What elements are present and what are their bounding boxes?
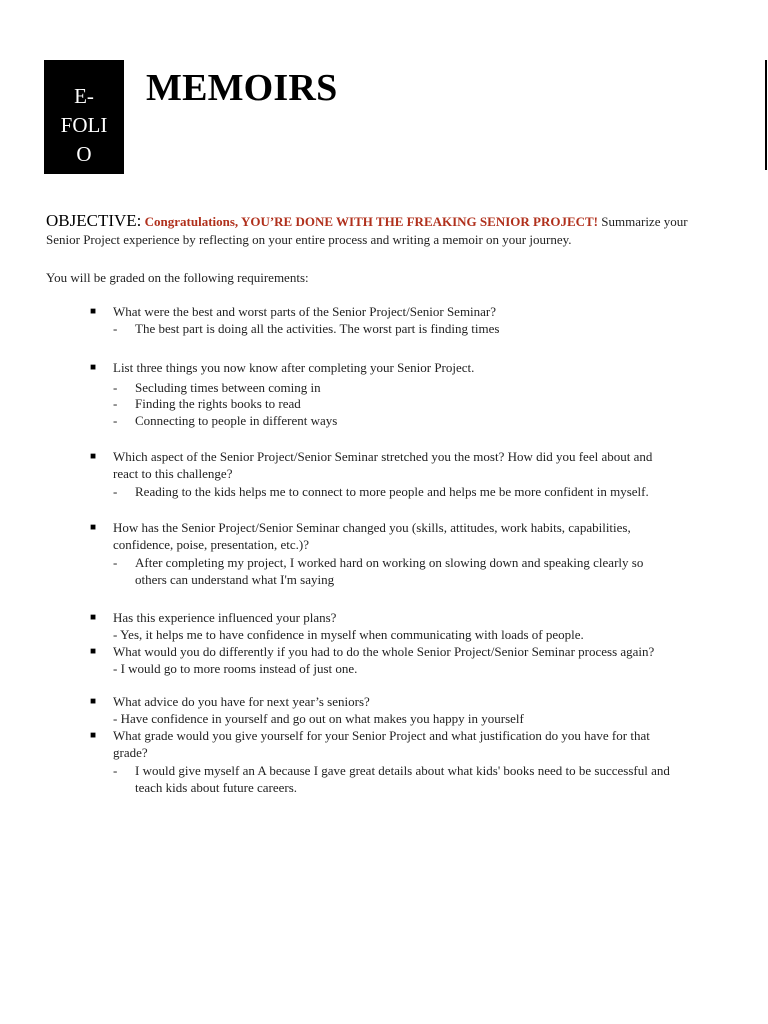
answer-item [113, 484, 670, 501]
bullet-icon: ■ [90, 612, 97, 623]
answer-item [113, 396, 670, 413]
dash-icon: - [113, 412, 118, 428]
answer-text: - I would go to more rooms instead of just one. [113, 660, 358, 676]
answer-text: After completing my project, I worked hard on working on slowing down and speaking clearly so others can understand what I'm saying [135, 555, 644, 587]
question-item [90, 520, 670, 588]
question-text: How has the Senior Project/Senior Seminar changed you (skills, attitudes, work habits, capabilities, confidence, poise, presentation, etc.)? [113, 520, 631, 552]
question-item [90, 304, 670, 337]
bullet-icon: ■ [90, 696, 97, 707]
dash-icon: - [113, 396, 118, 411]
answer-text: Secluding times between coming in [135, 379, 321, 395]
e-folio-logo [44, 60, 124, 174]
dash-icon: - [113, 320, 118, 336]
bullet-icon: ■ [90, 306, 97, 317]
bullet-icon: ■ [90, 522, 97, 533]
answer-text: Finding the rights books to read [135, 396, 301, 411]
answer-text: - Yes, it helps me to have confidence in myself when communicating with loads of people. [113, 626, 584, 642]
answer-text: - Have confidence in yourself and go out on what makes you happy in yourself [113, 710, 524, 726]
answer-text: I would give myself an A because I gave great details about what kids' books need to be successful and teach kids about future careers. [135, 763, 670, 795]
question-item [90, 449, 670, 501]
answer-text: The best part is doing all the activities. The worst part is finding times [135, 320, 500, 336]
bullet-icon: ■ [90, 730, 97, 741]
question-item [90, 360, 670, 429]
logo-line: E- [74, 84, 94, 108]
answer-text: Reading to the kids helps me to connect to more people and helps me be more confident in myself. [135, 484, 649, 499]
bullet-icon: ■ [90, 451, 97, 462]
question-item [90, 610, 670, 643]
answer-item [113, 321, 670, 338]
answer-item [113, 555, 670, 588]
question-text: List three things you now know after completing your Senior Project. [113, 360, 475, 375]
page-title: MEMOIRS [146, 67, 338, 109]
dash-icon: - [113, 555, 118, 570]
objective-congrats: Congratulations, YOU’RE DONE WITH THE FREAKING SENIOR PROJECT! [144, 214, 599, 229]
answer-item [113, 763, 670, 796]
graded-intro: You will be graded on the following requirements: [46, 270, 309, 285]
question-text: Which aspect of the Senior Project/Senior Seminar stretched you the most? How did you feel about and react to this challenge? [113, 449, 653, 481]
dash-icon: - [113, 763, 118, 778]
question-text: What grade would you give yourself for your Senior Project and what justification do you have for that grade? [113, 728, 650, 760]
objective-paragraph [46, 212, 716, 249]
answer-item [113, 413, 670, 430]
bullet-icon: ■ [90, 646, 97, 657]
question-item [90, 694, 670, 727]
question-text: What were the best and worst parts of the Senior Project/Senior Seminar? [113, 304, 497, 319]
objective-text: Summarize your Senior Project experience by reflecting on your entire process and writing a memoir on your journey. [46, 214, 688, 247]
question-text: Has this experience influenced your plans? [113, 610, 337, 625]
dash-icon: - [113, 379, 118, 395]
question-item [90, 728, 670, 796]
answer-item [113, 380, 670, 397]
margin-rule [765, 60, 767, 170]
logo-line: FOLI [60, 113, 108, 137]
dash-icon: - [113, 484, 118, 499]
bullet-icon: ■ [90, 362, 97, 373]
question-item [90, 644, 670, 677]
question-text: What advice do you have for next year’s seniors? [113, 694, 370, 709]
logo-line: O [76, 142, 92, 166]
answer-text: Connecting to people in different ways [135, 412, 338, 428]
objective-label: OBJECTIVE: [46, 211, 142, 230]
question-text: What would you do differently if you had to do the whole Senior Project/Senior Seminar process again? [113, 644, 655, 659]
